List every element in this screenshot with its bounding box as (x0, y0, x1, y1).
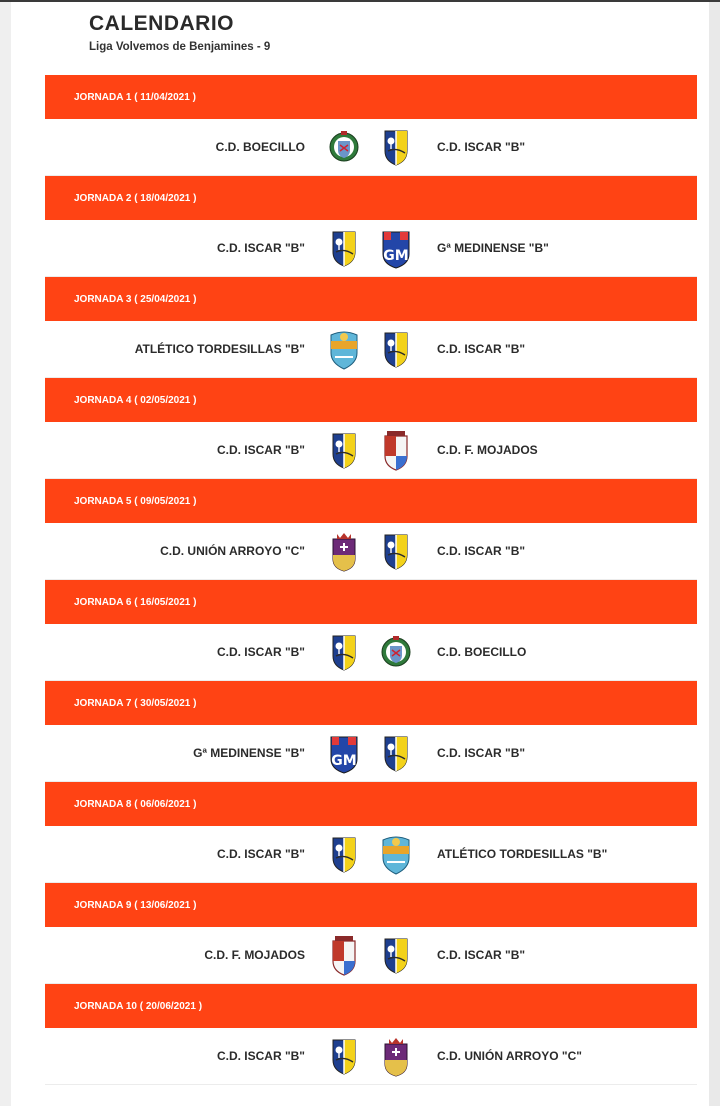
home-crest-icon (328, 1034, 360, 1078)
away-crest-icon (380, 933, 412, 977)
home-team[interactable]: C.D. ISCAR "B" (216, 443, 305, 457)
away-team[interactable]: C.D. ISCAR "B" (437, 948, 526, 962)
match-row[interactable] (45, 523, 697, 580)
away-crest-icon (380, 832, 412, 876)
away-team[interactable]: C.D. BOECILLO (437, 645, 527, 659)
away-crest-icon (380, 529, 412, 573)
jornada-header[interactable]: JORNADA 2 ( 18/04/2021 ) (45, 176, 697, 220)
home-crest-icon (328, 428, 360, 472)
home-crest-icon (328, 933, 360, 977)
away-crest-icon (380, 327, 412, 371)
home-crest-icon (328, 327, 360, 371)
away-crest-icon (380, 125, 412, 169)
jornada-block (45, 277, 697, 378)
match-row[interactable] (45, 220, 697, 277)
jornada-header[interactable]: JORNADA 5 ( 09/05/2021 ) (45, 479, 697, 523)
away-team[interactable]: C.D. ISCAR "B" (437, 544, 526, 558)
match-row[interactable] (45, 422, 697, 479)
home-team[interactable]: C.D. UNIÓN ARROYO "C" (160, 544, 305, 558)
jornada-block (45, 75, 697, 176)
match-row[interactable] (45, 624, 697, 681)
away-team[interactable]: C.D. F. MOJADOS (437, 443, 538, 457)
home-team[interactable]: C.D. ISCAR "B" (216, 847, 305, 861)
jornada-header[interactable]: JORNADA 7 ( 30/05/2021 ) (45, 681, 697, 725)
home-crest-icon (328, 529, 360, 573)
jornada-header[interactable]: JORNADA 1 ( 11/04/2021 ) (45, 75, 697, 119)
away-team[interactable]: Gª MEDINENSE "B" (437, 241, 549, 255)
jornada-header[interactable]: JORNADA 10 ( 20/06/2021 ) (45, 984, 697, 1028)
away-crest-icon (380, 1034, 412, 1078)
away-crest-icon (380, 731, 412, 775)
jornada-block (45, 681, 697, 782)
home-team[interactable]: C.D. BOECILLO (215, 140, 305, 154)
away-team[interactable]: C.D. ISCAR "B" (437, 140, 526, 154)
jornada-header[interactable]: JORNADA 4 ( 02/05/2021 ) (45, 378, 697, 422)
match-row[interactable] (45, 119, 697, 176)
jornada-header[interactable]: JORNADA 8 ( 06/06/2021 ) (45, 782, 697, 826)
away-team[interactable]: ATLÉTICO TORDESILLAS "B" (437, 847, 608, 861)
away-team[interactable]: C.D. ISCAR "B" (437, 342, 526, 356)
home-team[interactable]: ATLÉTICO TORDESILLAS "B" (134, 342, 305, 356)
match-row[interactable] (45, 725, 697, 782)
jornada-block (45, 883, 697, 984)
home-crest-icon (328, 125, 360, 169)
home-team[interactable]: Gª MEDINENSE "B" (193, 746, 305, 760)
jornada-header[interactable]: JORNADA 6 ( 16/05/2021 ) (45, 580, 697, 624)
jornada-block (45, 176, 697, 277)
away-crest-icon (380, 226, 412, 270)
home-team[interactable]: C.D. ISCAR "B" (216, 1049, 305, 1063)
home-team[interactable]: C.D. F. MOJADOS (204, 948, 305, 962)
jornada-block (45, 580, 697, 681)
svg-text:GM: GM (383, 248, 409, 264)
scrollbar-track[interactable] (709, 2, 720, 1106)
away-crest-icon (380, 630, 412, 674)
match-row[interactable] (45, 321, 697, 378)
page-subtitle: Liga Volvemos de Benjamines - 9 (89, 41, 271, 53)
jornada-header[interactable]: JORNADA 3 ( 25/04/2021 ) (45, 277, 697, 321)
home-team[interactable]: C.D. ISCAR "B" (216, 241, 305, 255)
home-crest-icon (328, 731, 360, 775)
jornada-block (45, 782, 697, 883)
fixture-list (45, 75, 697, 1085)
match-row[interactable] (45, 927, 697, 984)
away-crest-icon (380, 428, 412, 472)
home-team[interactable]: C.D. ISCAR "B" (216, 645, 305, 659)
svg-text:GM: GM (331, 753, 357, 769)
page-title: CALENDARIO (89, 12, 234, 35)
jornada-header[interactable]: JORNADA 9 ( 13/06/2021 ) (45, 883, 697, 927)
jornada-block (45, 378, 697, 479)
jornada-block (45, 479, 697, 580)
home-crest-icon (328, 832, 360, 876)
home-crest-icon (328, 226, 360, 270)
match-row[interactable] (45, 1028, 697, 1085)
match-row[interactable] (45, 826, 697, 883)
away-team[interactable]: C.D. UNIÓN ARROYO "C" (437, 1049, 582, 1063)
jornada-block (45, 984, 697, 1085)
away-team[interactable]: C.D. ISCAR "B" (437, 746, 526, 760)
home-crest-icon (328, 630, 360, 674)
